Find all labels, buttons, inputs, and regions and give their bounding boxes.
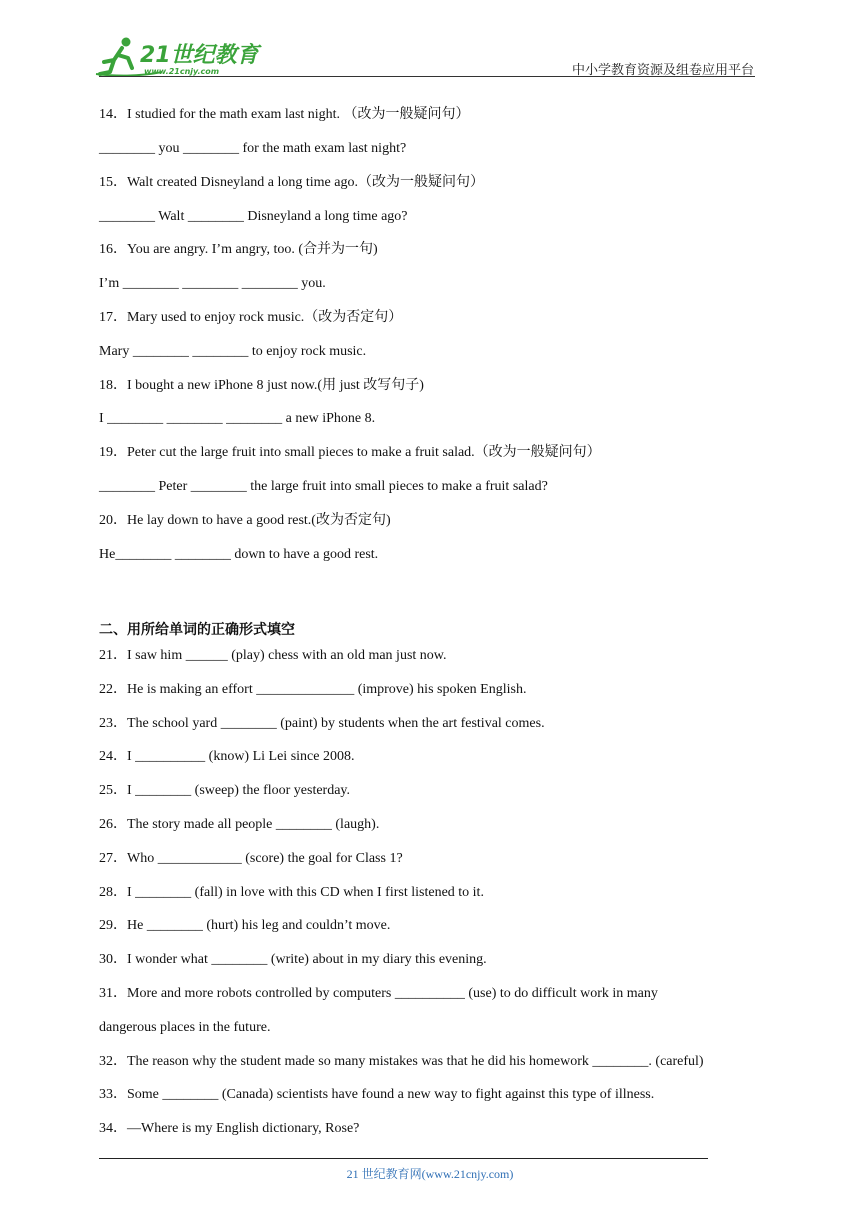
question-34: 34．—Where is my English dictionary, Rose? — [99, 1121, 360, 1136]
question-31-continued: dangerous places in the future. — [99, 1020, 271, 1035]
header-divider — [99, 76, 755, 77]
question-22: 22．He is making an effort ______________ (improve) his spoken English. — [99, 682, 527, 697]
question-20: 20．He lay down to have a good rest.(改为否定句) — [99, 513, 391, 528]
answer-line-14: ________ you ________ for the math exam last night? — [99, 141, 407, 156]
platform-name: 中小学教育资源及组卷应用平台 — [571, 63, 754, 78]
question-27: 27．Who ____________ (score) the goal for Class 1? — [99, 851, 403, 866]
question-30: 30．I wonder what ________ (write) about in my diary this evening. — [99, 952, 487, 967]
section-title: 二、用所给单词的正确形式填空 — [99, 622, 295, 638]
question-15: 15．Walt created Disneyland a long time ago.（改为一般疑问句） — [99, 175, 484, 190]
question-32: 32．The reason why the student made so many mistakes was that he did his homework ________. (careful) — [99, 1054, 704, 1069]
answer-line-15: ________ Walt ________ Disneyland a long time ago? — [99, 209, 408, 224]
logo-icon — [92, 34, 262, 80]
question-25: 25．I ________ (sweep) the floor yesterday. — [99, 783, 351, 798]
answer-line-20: He________ ________ down to have a good rest. — [99, 547, 379, 562]
question-31: 31．More and more robots controlled by computers __________ (use) to do difficult work in many — [99, 986, 658, 1001]
question-19: 19．Peter cut the large fruit into small pieces to make a fruit salad.（改为一般疑问句） — [99, 445, 601, 460]
question-26: 26．The story made all people ________ (laugh). — [99, 817, 380, 832]
answer-line-17: Mary ________ ________ to enjoy rock music. — [99, 344, 367, 359]
page-header — [0, 0, 860, 82]
question-23: 23．The school yard ________ (paint) by students when the art festival comes. — [99, 716, 545, 731]
svg-text:21世纪教育: 21世纪教育 — [140, 43, 259, 68]
answer-line-19: ________ Peter ________ the large fruit into small pieces to make a fruit salad? — [99, 479, 548, 494]
question-21: 21．I saw him ______ (play) chess with an old man just now. — [99, 648, 447, 663]
question-14: 14．I studied for the math exam last night. （改为一般疑问句） — [99, 107, 470, 122]
question-16: 16．You are angry. I’m angry, too. (合并为一句) — [99, 242, 378, 257]
question-29: 29．He ________ (hurt) his leg and couldn’t move. — [99, 918, 391, 933]
footer-link[interactable]: 21 世纪教育网(www.21cnjy.com) — [346, 1167, 514, 1181]
question-17: 17．Mary used to enjoy rock music.（改为否定句） — [99, 310, 403, 325]
svg-text:www.21cnjy.com: www.21cnjy.com — [144, 67, 220, 76]
answer-line-18: I ________ ________ ________ a new iPhone 8. — [99, 411, 376, 426]
question-33: 33．Some ________ (Canada) scientists have found a new way to fight against this type of illness. — [99, 1087, 655, 1102]
question-24: 24．I __________ (know) Li Lei since 2008. — [99, 749, 355, 764]
question-28: 28．I ________ (fall) in love with this CD when I first listened to it. — [99, 885, 484, 900]
question-18: 18．I bought a new iPhone 8 just now.(用 just 改写句子) — [99, 378, 424, 393]
footer-divider — [99, 1158, 708, 1159]
answer-line-16: I’m ________ ________ ________ you. — [99, 276, 326, 291]
